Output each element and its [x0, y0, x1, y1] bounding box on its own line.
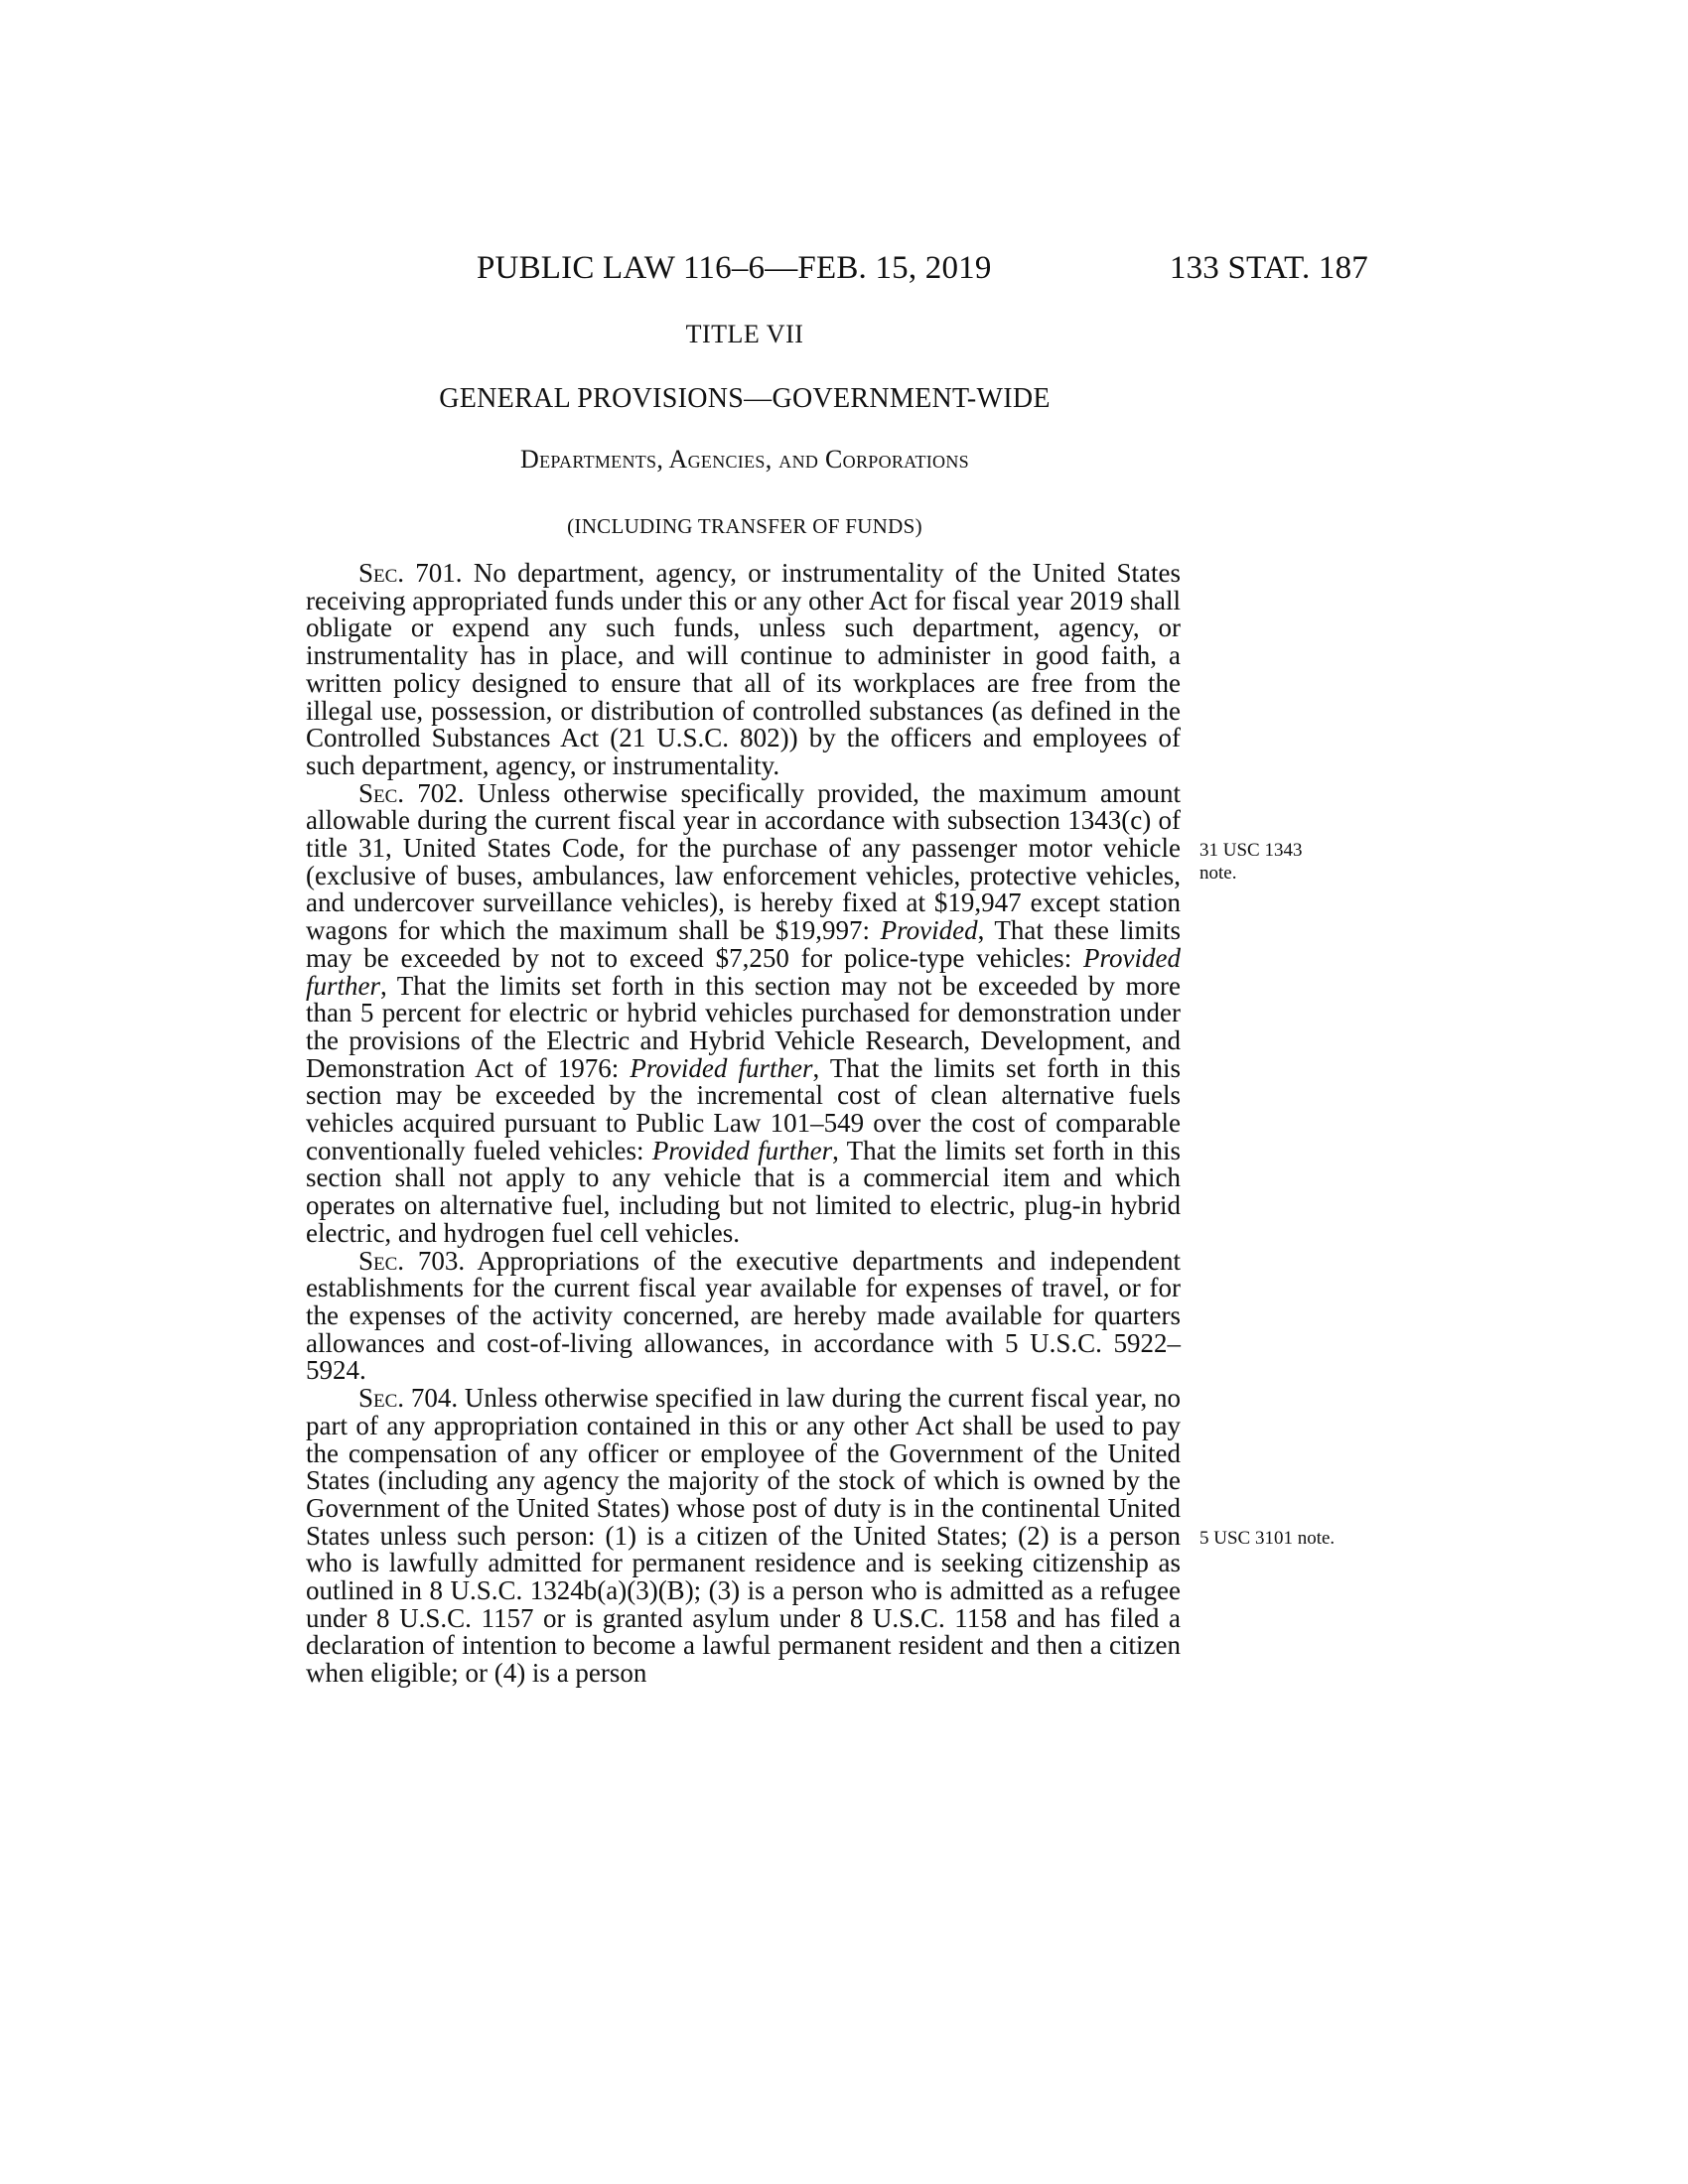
section-text: Appropriations of the executive departments and independent establishments for the current fiscal year available for expenses of travel, or for the expenses of the activity concerned, are hereby made available for quarters allowances and cost-of-living allowances, in accordance with 5 U.S.C. 5922–5924.	[306, 1245, 1182, 1386]
transfer-of-funds-note: (INCLUDING TRANSFER OF FUNDS)	[567, 514, 922, 538]
general-provisions-heading: GENERAL PROVISIONS—GOVERNMENT-WIDE	[439, 383, 1051, 414]
section-703	[306, 1245, 1182, 1386]
section-label: Sec. 704.	[358, 1383, 459, 1414]
section-text: , That the limits set forth in this section may be exceeded by the incremental cost of clean alternative fuels vehicles acquired pursuant to Public Law 101–549 over the cost of comparable conventionally fueled vehicles:	[306, 1052, 1182, 1165]
margin-note-line: 31 USC 1343	[1199, 840, 1303, 861]
section-text: Unless otherwise specifically provided, the maximum amount allowable during the current fiscal year in accordance with subsection 1343(c) of title 31, United States Code, for the purchase of any passenger motor vehicle (exclusive of buses, ambulances, law enforcement vehicles, protective vehicles, and undercover surveillance vehicles), is hereby fixed at $19,947 except station wagons for which the maximum shall be $19,997:	[306, 777, 1181, 946]
margin-note-702	[1199, 839, 1398, 885]
proviso-italic: Provided further	[630, 1052, 813, 1083]
proviso-italic: Provided further	[306, 942, 1181, 1001]
section-label: Sec. 701.	[358, 558, 463, 588]
departments-subheading: Departments, Agencies, and Corporations	[520, 445, 969, 474]
margin-note-704: 5 USC 3101 note.	[1199, 1528, 1336, 1549]
margin-note-line: note.	[1199, 863, 1237, 884]
section-label: Sec. 703.	[358, 1245, 466, 1276]
section-text: , That the limits set forth in this section shall not apply to any vehicle that is a commercial item and which operates on alternative fuel, including but not limited to electric, plug-in hybrid electric, and hydrogen fuel cell vehicles.	[306, 1135, 1181, 1248]
section-text: , That the limits set forth in this section may not be exceeded by more than 5 percent for electric or hybrid vehicles purchased for demonstration under the provisions of the Electric and Hybrid Vehicle Research, Development, and Demonstration Act of 1976:	[306, 970, 1181, 1083]
section-label: Sec. 702.	[358, 777, 465, 808]
proviso-italic: Provided further	[651, 1135, 833, 1165]
section-704	[306, 1385, 1181, 1688]
section-text: No department, agency, or instrumentality of the United States receiving appropriated funds under this or any other Act for fiscal year 2019 shall obligate or expend any such funds, unless such department, agency, or instrumentality has in place, and will continue to administer in good faith, a written policy designed to ensure that all of its workplaces are free from the illegal use, possession, or distribution of controlled substances (as defined in the Controlled Substances Act (21 U.S.C. 802)) by the officers and employees of such department, agency, or instrumentality.	[306, 558, 1181, 780]
title-heading: TITLE VII	[685, 320, 804, 348]
stat-page-number: 133 STAT. 187	[1169, 250, 1368, 286]
running-head: PUBLIC LAW 116–6—FEB. 15, 2019	[477, 250, 992, 286]
body-text	[306, 560, 1181, 1688]
section-702	[306, 777, 1182, 1248]
section-text: , That these limits may be exceeded by not to exceed $7,250 for police-type vehicles:	[306, 915, 1181, 973]
proviso-italic: Provided	[880, 915, 978, 946]
section-text: Unless otherwise specified in law during the current fiscal year, no part of any appropriation contained in this or any other Act shall be used to pay the compensation of any officer or employee of the Government of the United States (including any agency the majority of the stock of which is owned by the Government of the United States) whose post of duty is in the continental United States unless such person: (1) is a citizen of the United States; (2) is a person who is lawfully admitted for permanent residence and is seeking citizenship as outlined in 8 U.S.C. 1324b(a)(3)(B); (3) is a person who is admitted as a refugee under 8 U.S.C. 1157 or is granted asylum under 8 U.S.C. 1158 and has filed a declaration of intention to become a lawful permanent resident and then a citizen when eligible; or (4) is a person	[306, 1383, 1182, 1689]
section-701	[306, 560, 1181, 780]
